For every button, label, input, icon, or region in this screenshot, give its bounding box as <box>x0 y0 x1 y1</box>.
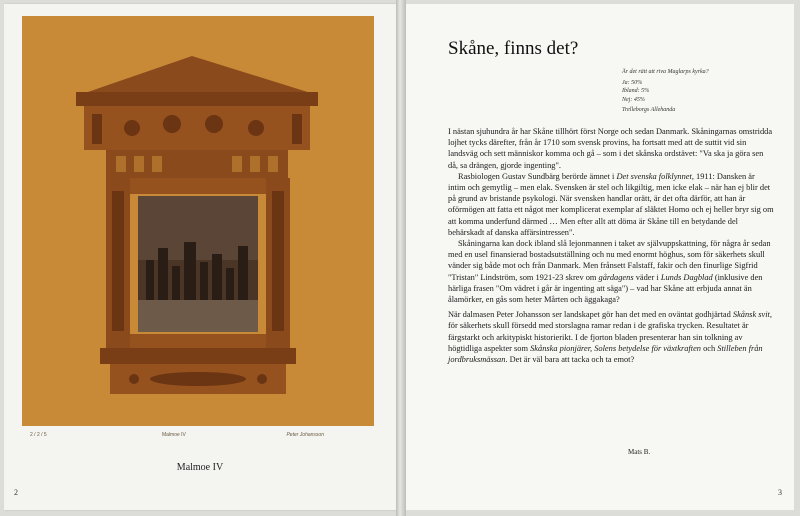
text-run: . Det är väl bara att tacka och ta emot? <box>505 355 635 365</box>
artwork-caption: Malmoe IV <box>176 462 224 473</box>
frame-roof <box>82 56 314 94</box>
frame-canopy <box>106 150 288 178</box>
poll-answer: Ja: 50% <box>622 79 643 86</box>
text-run: väder i <box>633 272 661 282</box>
artist-signature: Peter Johansson <box>286 432 324 438</box>
body-paragraph <box>448 171 774 238</box>
text-run: Skåningarna kan dock ibland slå lejonmannen i taket av självuppskattning, för några år sedan med en usel finansierad bostadsutställning och nu med enormt höghus, som för säkerhets skull vänder sig både mot och från Danmark. Men frånsett Falstaff, fakir och den finurlige Sigfrid "Tristan" Lindström, som 1921-23 skrev om <box>448 239 771 282</box>
page-number-right: 3 <box>778 488 782 497</box>
author-signature: Mats B. <box>628 448 651 456</box>
italic-title-run: Lunds Dagblad <box>660 272 713 282</box>
left-page <box>4 4 396 510</box>
poll-box <box>622 68 782 115</box>
text-run: (inklusive den härliga frasen "Om vädret i går är ingenting att säga") – vad har Skåne att erbjuda annat än ålamörker, en gås som heter Mårten och äggakaga? <box>448 272 763 305</box>
right-page <box>406 4 794 510</box>
text-run: När dalmasen Peter Johansson ser landskapet gör han det med en oväntat godhjärtad <box>448 310 733 320</box>
italic-title-run: gårdagens <box>598 272 634 282</box>
book-gutter <box>396 0 406 516</box>
poll-source: Trelleborgs Allehanda <box>622 107 676 113</box>
italic-title-run: Det svenska folklynnet <box>616 171 692 181</box>
text-run: , för säkerhets skull försedd med storslagna ramar redan i de grafiska trycken. Resultatet är färgstarkt och arkitypiskt historierikt. I de fjorton bladen presenterar han sin tolkning av högtidliga aspekter som <box>448 310 772 353</box>
text-run: , 1911: Dansken är intim och gemytlig – men elak. Svensken är stel och likgiltig, men icke elak – när han ej blir det på grund av bristande psykologi. När svensken handlar orätt, är det ofta därför, att han är oförmögen att fatta ett något mer komplicerat exemplar af släktet Homo och ej heller bryr sig om att komma underfund därmed … Men efter allt att döma är Skåne till en betydande del behärskadt af danska affärsintressen". <box>448 171 774 237</box>
poll-answer: Nej: 45% <box>622 96 645 103</box>
ornate-frame-illustration <box>22 16 374 426</box>
body-paragraph <box>448 126 774 171</box>
frame-cornice <box>76 92 318 106</box>
plate-title: Malmoe IV <box>162 432 186 438</box>
body-paragraph <box>448 309 774 365</box>
artwork-print <box>22 16 374 438</box>
text-run: och <box>700 343 718 353</box>
edition-number: 2 / 2 / 5 <box>30 432 47 438</box>
italic-title-run: Skånska pionjärer, Solens betydelse för växtkraften <box>530 343 701 353</box>
text-run: I nästan sjuhundra år har Skåne tillhört först Norge och sedan Danmark. Skåningarnas omstridda lojhet tycks därefter, från år 1710 som svensk provins, ha fortsatt med att de suttit vid sin landsväg och sett människor komma och gå – som i det skånska ordstävet: "Va ska ja göra sen då, sa drängen, gjorde ingenting". <box>448 127 773 170</box>
body-paragraph <box>448 238 774 305</box>
article-body <box>448 126 774 365</box>
frame-frieze <box>84 106 310 150</box>
text-run: Rasbiologen Gustav Sundbärg berörde ämnet i <box>458 171 617 181</box>
italic-title-run: Skånsk svit <box>732 310 770 320</box>
italic-title-run: Stilleben från jordbruksmässan <box>448 343 763 365</box>
poll-answer: Ibland: 5% <box>622 88 650 94</box>
poll-question: Är det rätt att riva Maglarps kyrka? <box>622 69 709 75</box>
page-number-left: 2 <box>14 488 18 497</box>
article-title: Skåne, finns det? <box>448 38 579 59</box>
frame-sill <box>100 348 296 364</box>
